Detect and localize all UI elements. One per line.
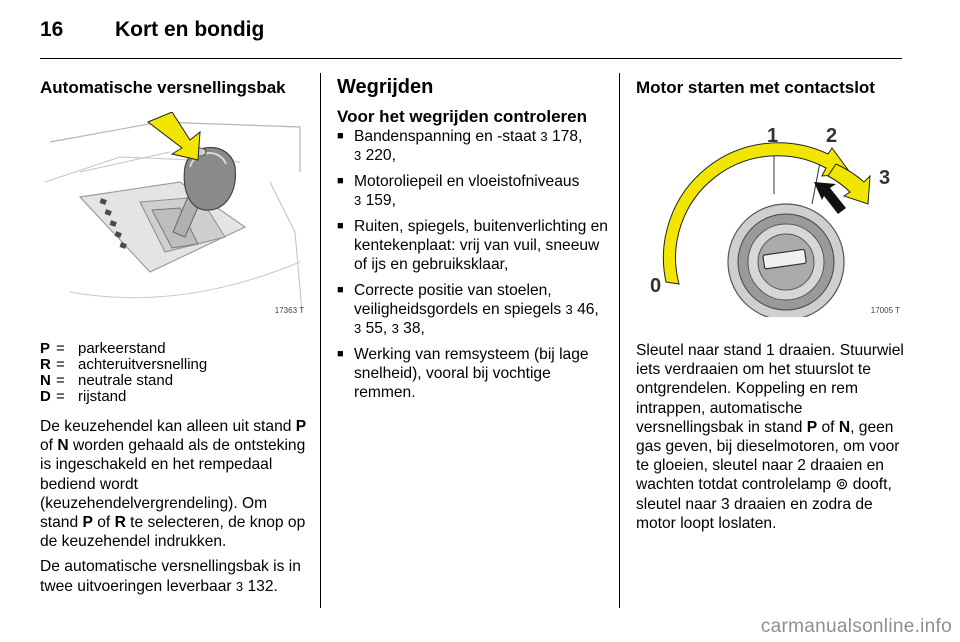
- definition-key: R: [40, 356, 51, 373]
- position-label-1: 1: [767, 125, 779, 147]
- figure-code: 17363 T: [274, 306, 304, 315]
- page-ref-icon: 3: [235, 578, 244, 594]
- definition-row: [40, 389, 308, 405]
- list-item: ■ Motoroliepeil en vloeistofniveaus 3 159,: [337, 172, 609, 210]
- ignition-illustration: [636, 112, 904, 317]
- paragraph-start-procedure: Sleutel naar stand 1 draaien. Stuurwiel iets verdraaien om het stuurslot te ontgrendelen. Koppeling en rem intrappen, automatische versnellingsbak in stand P of N, geen gas geven, bij dieselmotoren, om voor te gloeien, sleutel naar 2 draaien en wachten totdat controlelamp ⊚ dooft, sleutel naar 3 draaien en zodra de motor loopt loslaten.: [636, 342, 904, 532]
- list-item: ■ Ruiten, spiegels, buitenverlichting en kentekenplaat: vrij van vuil, sneeuw of ijs en gebruiksklaar,: [337, 217, 609, 274]
- definition-sep: =: [56, 372, 65, 389]
- paragraph-lever-lock: De keuzehendel kan alleen uit stand P of N worden gehaald als de ontsteking is ingeschakeld en het rempedaal bediend wordt (keuzehendelvergrendeling). Om stand P of R te selecteren, de knop op de keuzehendel indrukken.: [40, 418, 307, 551]
- figure-gear-selector: [40, 112, 308, 317]
- position-label-3: 3: [879, 167, 891, 189]
- column-driving-off: [337, 76, 609, 409]
- section-heading-engine-start: Motor starten met contactslot: [636, 78, 875, 97]
- page-title: Kort en bondig: [115, 18, 265, 41]
- section-heading-driving-off: Wegrijden: [337, 76, 434, 98]
- column-divider-2: [619, 73, 620, 608]
- watermark: carmanualsonline.info: [760, 616, 952, 637]
- list-item: ■ Bandenspanning en -staat 3 178, 3 220,: [337, 127, 609, 165]
- gear-definitions: [40, 341, 308, 405]
- section-heading-transmission: Automatische versnellingsbak: [40, 78, 286, 97]
- check-list: [337, 127, 609, 402]
- column-divider-1: [320, 73, 321, 608]
- definition-sep: =: [56, 356, 65, 373]
- page-header: [40, 18, 264, 42]
- definition-row: [40, 373, 308, 389]
- definition-key: N: [40, 372, 51, 389]
- position-label-2: 2: [826, 125, 838, 147]
- figure-ignition-switch: [636, 112, 904, 317]
- list-item: ■ Werking van remsysteem (bij lage snelheid), vooral bij vochtige remmen.: [337, 345, 609, 402]
- subheading-checks: Voor het wegrijden controleren: [337, 107, 587, 126]
- glow-plug-icon: ⊚: [835, 476, 849, 494]
- definition-sep: =: [56, 340, 65, 357]
- position-label-0: 0: [650, 275, 662, 297]
- definition-key: D: [40, 388, 51, 405]
- definition-value: neutrale stand: [78, 372, 174, 389]
- definition-key: P: [40, 340, 51, 357]
- definition-value: achteruitversnelling: [78, 356, 208, 373]
- page-number: 16: [40, 18, 64, 41]
- list-item: ■ Correcte positie van stoelen, veiligheidsgordels en spiegels 3 46, 3 55, 3 38,: [337, 281, 609, 338]
- definition-row: [40, 357, 308, 373]
- definition-value: parkeerstand: [78, 340, 166, 357]
- header-rule: [40, 58, 902, 59]
- column-automatic-transmission: [40, 78, 308, 596]
- paragraph-versions: De automatische versnellingsbak is in twee uitvoeringen leverbaar 3 132.: [40, 558, 301, 595]
- column-engine-start: [636, 78, 904, 533]
- definition-sep: =: [56, 388, 65, 405]
- definition-row: [40, 341, 308, 357]
- figure-code: 17005 T: [870, 306, 900, 315]
- gear-selector-illustration: [40, 112, 308, 317]
- definition-value: rijstand: [78, 388, 127, 405]
